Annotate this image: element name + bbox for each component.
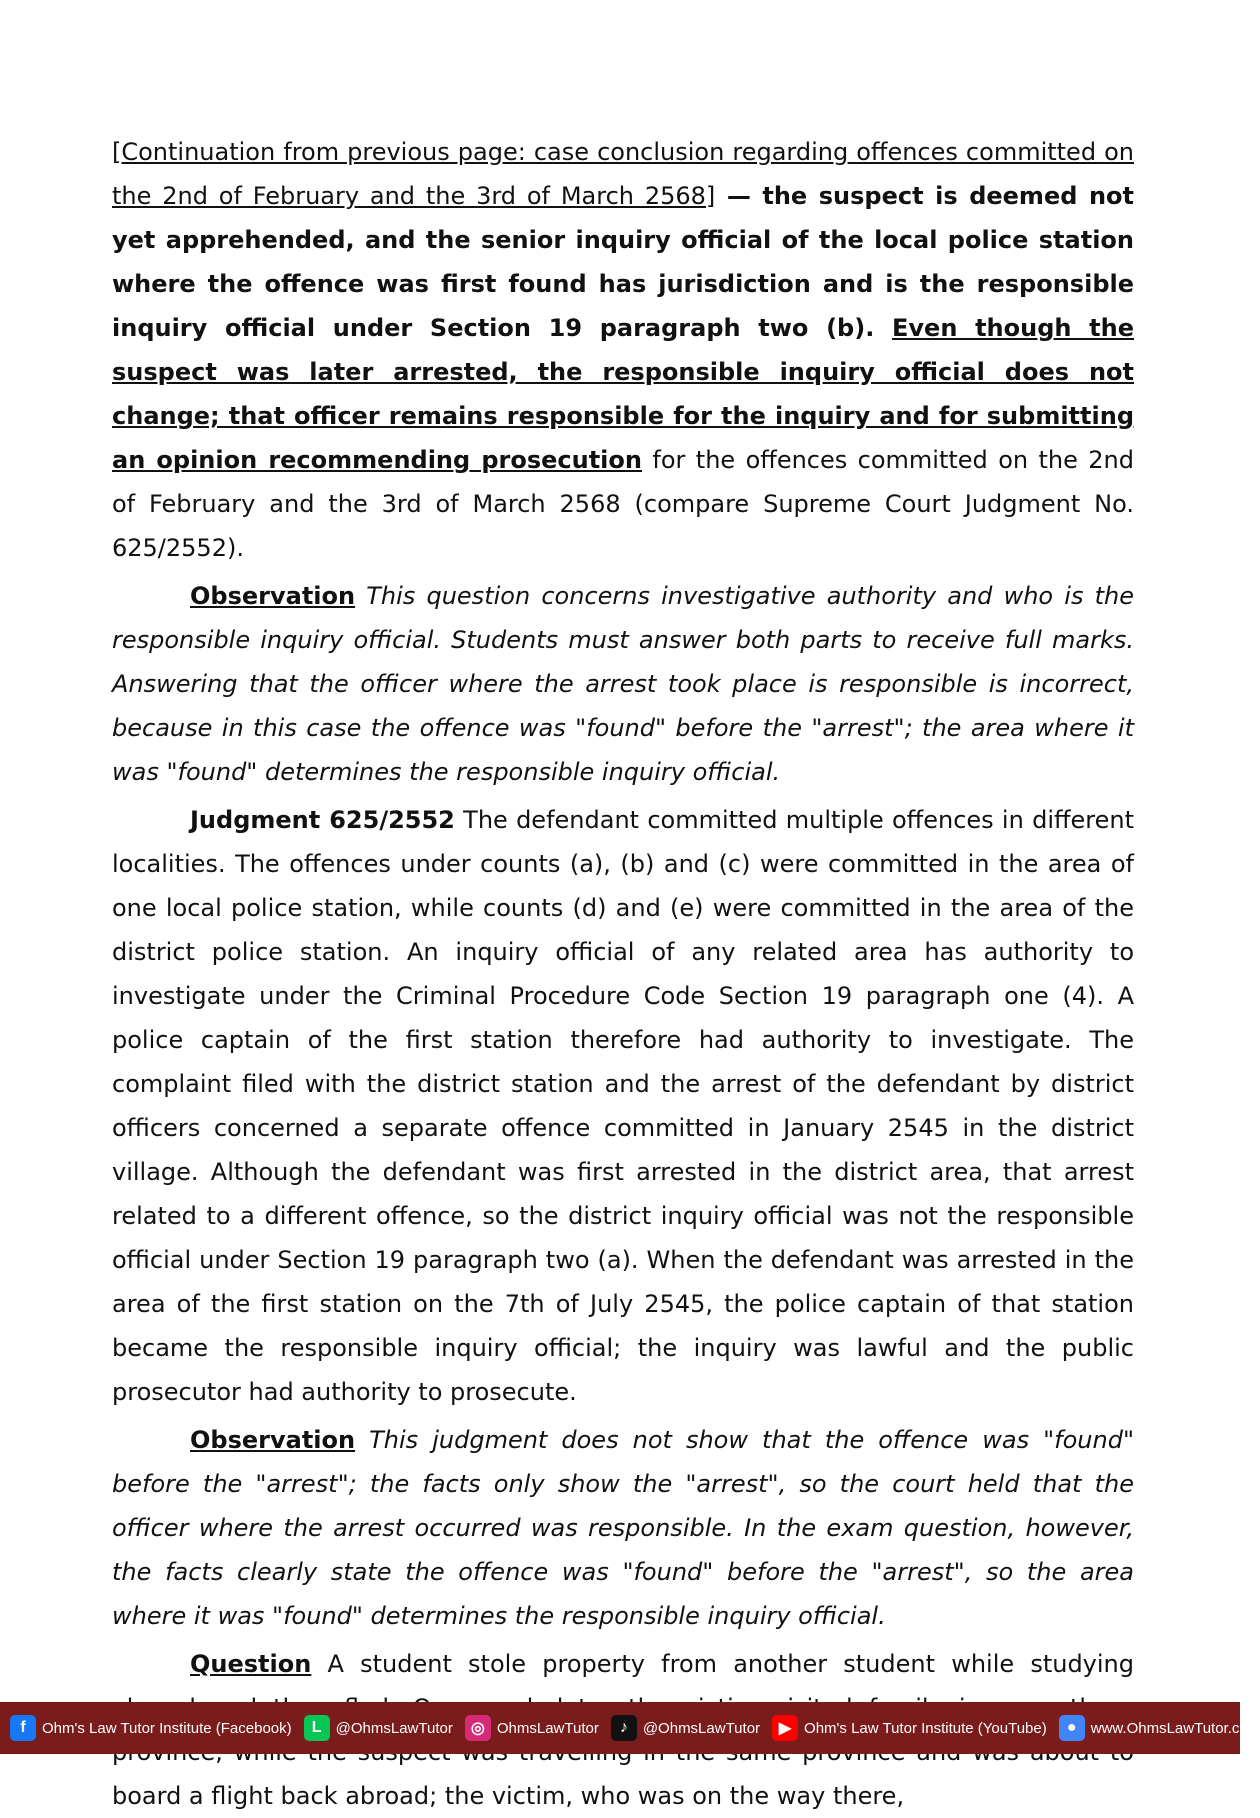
footer-link[interactable]	[465, 1715, 599, 1741]
paragraph	[112, 1418, 1134, 1638]
footer-link[interactable]	[1059, 1715, 1260, 1741]
footer-bar	[0, 1702, 1260, 1754]
footer-link[interactable]	[772, 1715, 1047, 1741]
text-segment: This question concerns investigative authority and who is the responsible inquiry official. Students must answer both parts to receive full marks. Answering that the officer where the arrest took place is responsible is incorrect, because in this case the offence was "found" before the "arrest"; the area where it was "found" determines the responsible inquiry official.	[112, 582, 1134, 786]
text-segment: The defendant committed multiple offences in different localities. The offences under counts (a), (b) and (c) were committed in the area of one local police station, while counts (d) and (e) were committed in the area of the district police station. An inquiry official of any related area has authority to investigate under the Criminal Procedure Code Section 19 paragraph one (4). A police captain of the first station therefore had authority to investigate. The complaint filed with the district station and the arrest of the defendant by district officers concerned a separate offence committed in January 2545 in the district village. Although the defendant was first arrested in the district area, that arrest related to a different offence, so the district inquiry official was not the responsible official under Section 19 paragraph two (a). When the defendant was arrested in the area of the first station on the 7th of July 2545, the police captain of that station became the responsible inquiry official; the inquiry was lawful and the public prosecutor had authority to prosecute.	[112, 806, 1135, 1406]
paragraph	[112, 130, 1134, 570]
paragraph	[112, 574, 1134, 794]
text-segment: Judgment 625/2552	[190, 806, 455, 834]
footer-label: www.OhmsLawTutor.com	[1090, 1719, 1260, 1737]
tiktok-icon: ♪	[611, 1715, 637, 1741]
text-segment: [Continuation from previous page: case conclusion regarding offences committed on the 2nd of February and the 3rd of March 2568]	[112, 138, 1134, 210]
text-segment: This judgment does not show that the offence was "found" before the "arrest"; the facts only show the "arrest", so the court held that the officer where the arrest occurred was responsible. In the exam question, however, the facts clearly state the offence was "found" before the "arrest", so the area where it was "found" determines the responsible inquiry official.	[112, 1426, 1134, 1630]
footer-label: OhmsLawTutor	[496, 1719, 599, 1737]
line-icon: L	[304, 1715, 330, 1741]
footer-label: @OhmsLawTutor	[335, 1719, 453, 1737]
footer-link[interactable]	[304, 1715, 453, 1741]
text-segment: Observation	[190, 1426, 356, 1454]
instagram-icon: ◎	[465, 1715, 491, 1741]
footer-label: Ohm's Law Tutor Institute (YouTube)	[804, 1719, 1047, 1737]
text-segment: for the offences committed on the 2nd of February and the 3rd of March 2568 (compare Supreme Court Judgment No. 625/2552).	[112, 446, 1134, 562]
footer-label: Ohm's Law Tutor Institute (Facebook)	[42, 1719, 292, 1737]
text-segment: Observation	[190, 582, 356, 610]
text-segment: Even though the suspect was later arrested, the responsible inquiry official does not change; that officer remains responsible for the inquiry and for submitting an opinion recommending prosecution	[112, 314, 1134, 474]
footer-link[interactable]	[611, 1715, 760, 1741]
youtube-icon: ▶	[772, 1715, 798, 1741]
footer-label: @OhmsLawTutor	[642, 1719, 761, 1737]
paragraph	[112, 798, 1134, 1414]
text-segment: A student stole property from another student while studying board a flight back abroad; the victim, who was on the way there,	[112, 1650, 1134, 1810]
facebook-icon: f	[10, 1715, 36, 1741]
document-body	[112, 130, 1134, 1818]
footer-link[interactable]	[10, 1715, 292, 1741]
text-segment: Question	[190, 1650, 312, 1678]
chrome-icon: ●	[1059, 1715, 1085, 1741]
text-segment: — the suspect is deemed not yet apprehended, and the senior inquiry official of the local police station where the offence was first found has jurisdiction and is the responsible inquiry official under Section 19 paragraph two (b).	[112, 182, 1134, 342]
